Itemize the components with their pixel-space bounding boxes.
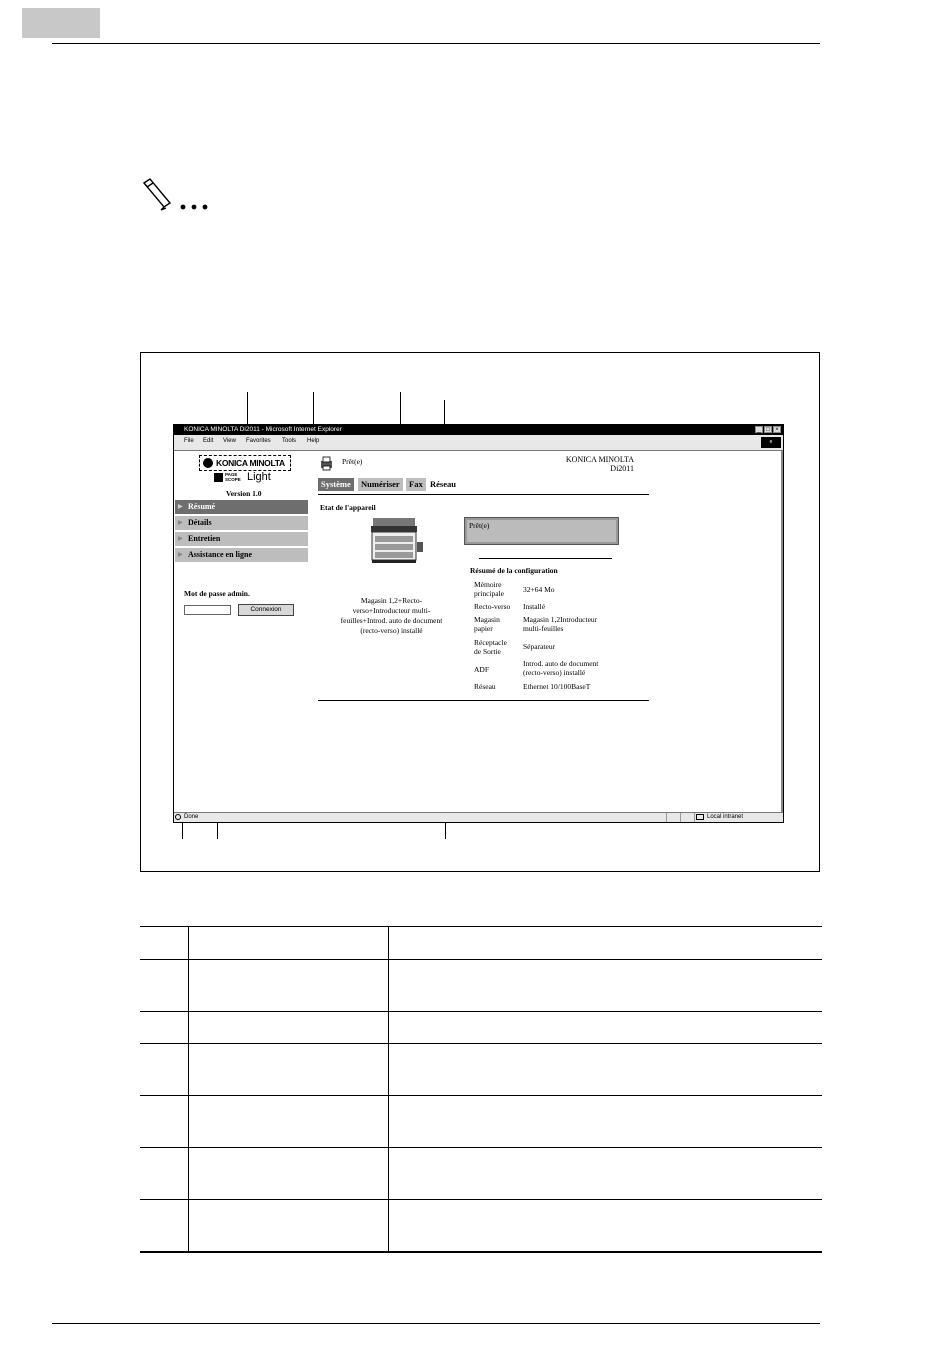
ie-logo-icon: e — [761, 437, 781, 448]
nav-resume[interactable] — [175, 500, 308, 514]
label-line: Recto-verso — [474, 602, 511, 611]
label-line: de Sortie — [474, 647, 501, 656]
arrow-right-icon: ▶ — [178, 520, 183, 526]
config-value — [523, 602, 545, 611]
config-divider — [479, 558, 612, 559]
title-bar — [174, 425, 783, 435]
config-label — [474, 638, 507, 656]
config-label — [474, 580, 504, 598]
caption-line: Magasin 1,2+Recto- — [360, 596, 423, 605]
value-line: multi-feuilles — [523, 624, 564, 633]
status-text: Prêt(e) — [342, 457, 363, 466]
config-label — [474, 602, 510, 611]
chapter-tab — [22, 8, 100, 38]
intranet-icon — [696, 814, 704, 820]
note-pencil-icon — [140, 177, 210, 211]
content-bottom-rule — [318, 700, 649, 701]
label-line: papier — [474, 624, 493, 633]
value-line: (recto-verso) installé — [523, 668, 586, 677]
pagescope-label: PAGE SCOPE — [225, 472, 241, 482]
config-title: Résumé de la configuration — [470, 566, 558, 575]
light-label: Light — [247, 471, 271, 483]
copier-machine-icon — [367, 516, 425, 564]
status-divider — [680, 813, 681, 822]
label-line: Mémoire — [474, 580, 502, 589]
table-rule — [140, 959, 822, 960]
tab-systeme[interactable]: Système — [318, 478, 354, 491]
label-line: ADF — [474, 665, 490, 674]
vendor-name: KONICA MINOLTA — [565, 455, 634, 464]
status-divider — [666, 813, 667, 822]
config-value — [523, 585, 555, 594]
table-column-divider — [388, 926, 389, 1252]
header-rule — [52, 43, 820, 44]
config-label — [474, 665, 489, 674]
value-line: Magasin 1,2Introducteur — [523, 615, 598, 624]
config-value — [523, 682, 590, 691]
value-line: Installé — [523, 602, 546, 611]
table-rule — [140, 926, 822, 927]
config-value — [523, 659, 598, 677]
nav-label: Entretien — [188, 534, 221, 543]
table-rule — [140, 1199, 822, 1200]
password-label: Mot de passe admin. — [184, 589, 250, 598]
footer-rule — [52, 1323, 820, 1324]
tab-reseau[interactable]: Réseau — [430, 479, 456, 489]
arrow-right-icon: ▶ — [178, 504, 183, 510]
nav-label: Assistance en ligne — [188, 550, 252, 559]
label-line: Réceptacle — [474, 638, 507, 647]
pagescope-logo-icon — [214, 473, 223, 482]
menu-tools[interactable]: Tools — [282, 438, 297, 444]
status-done: Done — [184, 814, 199, 820]
caption-line: verso+Introducteur multi- — [352, 606, 431, 615]
caption-line: feuilles+Introd. auto de document — [340, 616, 443, 625]
config-value — [523, 615, 597, 633]
value-line: Ethernet 10/100BaseT — [523, 682, 591, 691]
model-name: Di2011 — [610, 464, 634, 473]
label-line: Magasin — [474, 615, 500, 624]
menu-help[interactable]: Help — [307, 438, 320, 444]
window-title: KONICA MINOLTA Di2011 - Microsoft Internet Explorer — [184, 426, 342, 433]
label-line: principale — [474, 589, 504, 598]
table-rule — [140, 1095, 822, 1096]
menu-file[interactable]: File — [184, 438, 194, 444]
pagescope-logo — [214, 471, 294, 485]
browser-window — [173, 424, 784, 823]
table-rule — [140, 1043, 822, 1044]
status-divider — [694, 813, 695, 822]
value-line: Introd. auto de document — [523, 659, 599, 668]
table-rule — [140, 1011, 822, 1012]
scrollbar[interactable] — [781, 451, 783, 814]
value-line: Séparateur — [523, 642, 556, 651]
menu-edit[interactable]: Edit — [203, 438, 214, 444]
nav-label: Détails — [188, 518, 212, 527]
nav-label: Résumé — [188, 502, 216, 511]
device-caption — [319, 596, 464, 636]
config-value — [523, 642, 555, 651]
arrow-right-icon: ▶ — [178, 536, 183, 542]
version-label: Version 1.0 — [226, 489, 262, 498]
table-rule — [140, 1251, 822, 1253]
close-button[interactable]: × — [773, 426, 781, 433]
nav-assistance[interactable] — [175, 548, 308, 562]
menu-bar — [174, 435, 783, 451]
nav-entretien[interactable] — [175, 532, 308, 546]
brand-logo-box — [199, 455, 291, 471]
brand-name: KONICA MINOLTA — [216, 458, 285, 468]
config-label — [474, 682, 496, 691]
table-rule — [140, 1147, 822, 1148]
arrow-right-icon: ▶ — [178, 552, 183, 558]
device-state-text: Prêt(e) — [467, 520, 616, 542]
table-column-divider — [188, 926, 189, 1252]
label-line: Réseau — [474, 682, 496, 691]
config-label — [474, 615, 500, 633]
status-zone: Local intranet — [707, 814, 744, 820]
page-icon — [175, 814, 181, 820]
login-button[interactable]: Connexion — [238, 604, 294, 616]
device-state-title: Etat de l'appareil — [320, 503, 376, 512]
password-input[interactable] — [184, 605, 231, 615]
minimize-button[interactable]: _ — [755, 426, 763, 433]
menu-favorites[interactable]: Favorites — [246, 438, 271, 444]
caption-line: (recto-verso) installé — [360, 626, 423, 635]
maximize-button[interactable]: □ — [764, 426, 772, 433]
tab-numeriser[interactable]: Numériser — [358, 478, 403, 491]
tab-underline — [318, 494, 649, 495]
status-bar — [174, 812, 783, 822]
device-state-box — [464, 517, 619, 545]
nav-details[interactable] — [175, 516, 308, 530]
konica-minolta-logo-icon — [203, 458, 213, 468]
printer-status-icon — [319, 456, 334, 471]
value-line: 32+64 Mo — [523, 585, 555, 594]
menu-view[interactable]: View — [223, 438, 236, 444]
tab-fax[interactable]: Fax — [406, 478, 426, 491]
